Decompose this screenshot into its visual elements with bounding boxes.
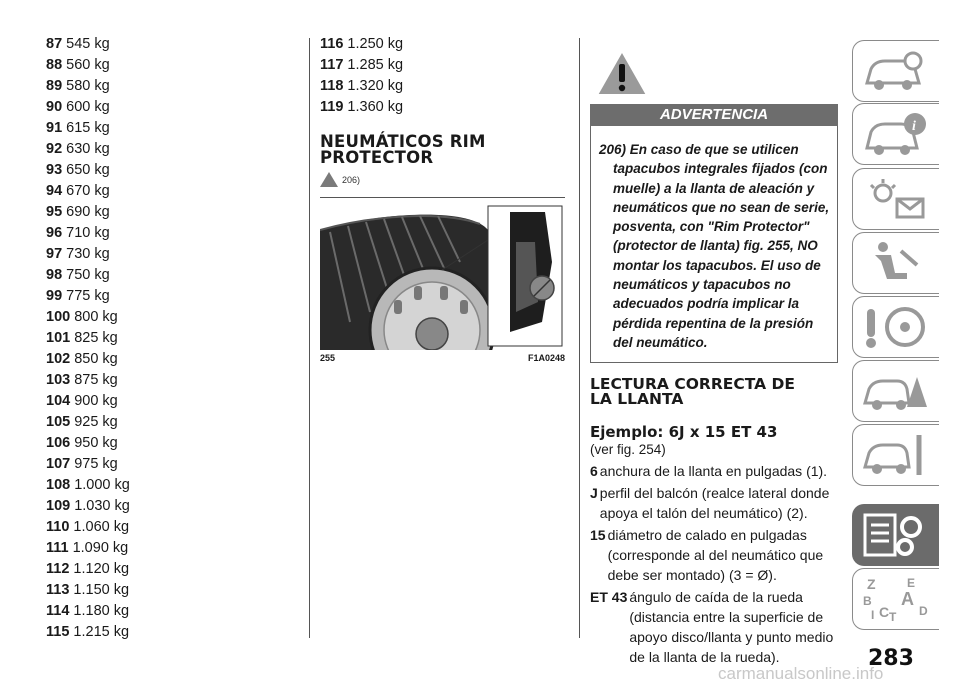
load-weight: 1.060 kg xyxy=(73,519,130,535)
load-weight: 670 kg xyxy=(66,183,110,199)
svg-text:E: E xyxy=(907,576,916,590)
load-weight: 615 kg xyxy=(66,120,110,136)
load-weight: 630 kg xyxy=(66,141,110,157)
load-index: 93 xyxy=(46,162,63,178)
weight-row xyxy=(46,55,296,76)
definition-text: perfil del balcón (realce lateral donde apoya el talón del neumático) (2). xyxy=(599,485,830,522)
rim-protector-heading xyxy=(320,134,570,166)
load-weight: 1.150 kg xyxy=(73,582,130,598)
weight-row xyxy=(46,538,296,559)
weight-row xyxy=(46,139,296,160)
svg-text:I: I xyxy=(871,608,875,622)
weight-row xyxy=(46,223,296,244)
svg-text:T: T xyxy=(889,610,897,623)
figure-caption xyxy=(320,353,565,363)
weight-row xyxy=(46,349,296,370)
weight-row xyxy=(46,496,296,517)
column-2 xyxy=(320,34,570,363)
weight-row xyxy=(46,181,296,202)
sidebar-tab-alphabet-index[interactable] xyxy=(852,568,939,630)
weight-row xyxy=(46,76,296,97)
load-index: 105 xyxy=(46,414,71,430)
definition-item xyxy=(590,587,845,667)
load-weight: 1.120 kg xyxy=(73,561,130,577)
sidebar-tab-warning-lights[interactable] xyxy=(852,168,939,230)
svg-text:D: D xyxy=(919,604,928,618)
weight-row xyxy=(46,286,296,307)
weight-row xyxy=(46,307,296,328)
warning-reference xyxy=(320,172,570,187)
weight-row xyxy=(46,370,296,391)
load-index: 88 xyxy=(46,57,63,73)
definition-term: J xyxy=(590,485,598,502)
load-index: 113 xyxy=(46,582,70,598)
load-weight: 1.285 kg xyxy=(347,57,404,73)
figure-number: 255 xyxy=(320,353,336,363)
definition-term: ET 43 xyxy=(590,589,628,606)
load-weight: 800 kg xyxy=(74,309,118,325)
sidebar-tab-car-info[interactable] xyxy=(852,103,939,165)
weight-row xyxy=(46,580,296,601)
load-weight: 900 kg xyxy=(74,393,118,409)
weight-row xyxy=(46,412,296,433)
load-index: 106 xyxy=(46,435,71,451)
load-weight: 600 kg xyxy=(66,99,110,115)
weight-row xyxy=(46,202,296,223)
load-index: 116 xyxy=(320,36,344,52)
load-weight: 690 kg xyxy=(66,204,110,220)
warning-text: 206) En caso de que se utilicen tapacubos integrales fijados (con muelle) a la llanta de aleación y neumáticos que no sean de serie, posventa, con "Rim Protector" (protector de llanta) fig. 255, NO montar los tapacubos. El uso de neumáticos y tapacubos no adecuados podría implicar la pérdida repentina de la presión del neumático. xyxy=(599,142,830,350)
weight-row xyxy=(46,97,296,118)
lectura-heading xyxy=(590,377,845,407)
load-index: 96 xyxy=(46,225,63,241)
weight-table-col2 xyxy=(320,34,570,118)
load-weight: 1.320 kg xyxy=(347,78,404,94)
load-weight: 710 kg xyxy=(66,225,110,241)
load-index: 107 xyxy=(46,456,71,472)
page-number: 283 xyxy=(868,646,914,671)
weight-row xyxy=(46,118,296,139)
load-index: 97 xyxy=(46,246,63,262)
svg-text:B: B xyxy=(863,594,872,608)
sidebar-tab-technical-data[interactable] xyxy=(852,504,939,566)
load-index: 115 xyxy=(46,624,70,640)
figure-code: F1A0248 xyxy=(527,353,565,363)
load-weight: 1.215 kg xyxy=(73,624,130,640)
load-weight: 875 kg xyxy=(74,372,118,388)
load-index: 104 xyxy=(46,393,71,409)
column-divider xyxy=(309,38,310,638)
load-index: 102 xyxy=(46,351,71,367)
weight-row xyxy=(46,34,296,55)
load-index: 109 xyxy=(46,498,71,514)
definition-text: ángulo de caída de la rueda (distancia entre la superficie de apoyo disco/llanta y punto medio de la llanta de la rueda). xyxy=(629,589,834,666)
sidebar-tab-car-crash[interactable] xyxy=(852,360,939,422)
weight-row xyxy=(46,328,296,349)
load-index: 89 xyxy=(46,78,63,94)
load-weight: 560 kg xyxy=(66,57,110,73)
load-weight: 925 kg xyxy=(74,414,118,430)
column-3 xyxy=(590,34,845,667)
definition-text: diámetro de calado en pulgadas (corresponde al del neumático que debe ser montado) (3 = Ø). xyxy=(607,527,824,584)
load-index: 101 xyxy=(46,330,71,346)
load-weight: 950 kg xyxy=(74,435,118,451)
definition-text: anchura de la llanta en pulgadas (1). xyxy=(599,463,828,480)
load-index: 108 xyxy=(46,477,71,493)
load-index: 112 xyxy=(46,561,70,577)
load-index: 119 xyxy=(320,99,344,115)
load-weight: 545 kg xyxy=(66,36,110,52)
load-index: 92 xyxy=(46,141,63,157)
load-weight: 750 kg xyxy=(66,267,110,283)
definition-item xyxy=(590,483,845,523)
load-weight: 650 kg xyxy=(66,162,110,178)
load-weight: 975 kg xyxy=(74,456,118,472)
heading-line-2: LA LLANTA xyxy=(590,390,684,409)
sidebar-tab-steering-wheel[interactable] xyxy=(852,296,939,358)
weight-table-col1 xyxy=(46,34,296,643)
load-weight: 1.030 kg xyxy=(74,498,130,514)
load-weight: 1.090 kg xyxy=(72,540,129,556)
svg-text:i: i xyxy=(912,119,916,134)
weight-row xyxy=(46,160,296,181)
weight-row xyxy=(320,76,570,97)
load-index: 94 xyxy=(46,183,63,199)
load-weight: 730 kg xyxy=(66,246,110,262)
weight-row xyxy=(46,244,296,265)
load-weight: 1.180 kg xyxy=(73,603,130,619)
definition-item xyxy=(590,525,845,585)
definition-term: 6 xyxy=(590,463,598,480)
load-index: 111 xyxy=(46,540,69,556)
svg-text:Z: Z xyxy=(867,576,876,592)
weight-row xyxy=(46,433,296,454)
weight-row xyxy=(46,559,296,580)
warning-box xyxy=(590,126,838,363)
weight-row xyxy=(46,454,296,475)
warning-ref-number: 206) xyxy=(342,174,361,185)
weight-row xyxy=(46,475,296,496)
figure-top-rule xyxy=(320,197,565,198)
load-weight: 580 kg xyxy=(66,78,110,94)
rim-protector-figure xyxy=(320,202,565,350)
heading-line-1: NEUMÁTICOS RIM xyxy=(320,132,486,151)
sidebar-tab-car-search[interactable] xyxy=(852,40,939,102)
load-index: 87 xyxy=(46,36,63,52)
weight-row xyxy=(320,34,570,55)
load-index: 95 xyxy=(46,204,63,220)
load-index: 117 xyxy=(320,57,344,73)
example-heading: Ejemplo: 6J x 15 ET 43 xyxy=(590,423,778,442)
watermark: carmanualsonline.info xyxy=(718,664,884,683)
weight-row xyxy=(46,391,296,412)
load-index: 91 xyxy=(46,120,63,136)
tire-illustration xyxy=(320,202,565,350)
load-index: 90 xyxy=(46,99,63,115)
load-index: 110 xyxy=(46,519,70,535)
weight-row xyxy=(46,601,296,622)
definition-term: 15 xyxy=(590,527,606,544)
load-index: 103 xyxy=(46,372,71,388)
load-weight: 1.360 kg xyxy=(347,99,404,115)
load-index: 114 xyxy=(46,603,70,619)
warning-triangle-icon xyxy=(320,172,338,187)
column-divider-2 xyxy=(579,38,580,638)
heading-line-2: PROTECTOR xyxy=(320,148,434,167)
sidebar-tab-car-service[interactable] xyxy=(852,424,939,486)
weight-row xyxy=(46,265,296,286)
svg-text:A: A xyxy=(901,589,914,609)
load-weight: 825 kg xyxy=(74,330,118,346)
load-weight: 1.000 kg xyxy=(74,477,130,493)
weight-row xyxy=(320,55,570,76)
sidebar-tab-seat-airbag[interactable] xyxy=(852,232,939,294)
figure-reference: (ver fig. 254) xyxy=(590,442,666,458)
definition-list xyxy=(590,461,845,667)
warning-triangle-icon xyxy=(594,48,650,98)
load-index: 98 xyxy=(46,267,63,283)
load-index: 100 xyxy=(46,309,71,325)
weight-row xyxy=(320,97,570,118)
load-index: 99 xyxy=(46,288,63,304)
load-weight: 1.250 kg xyxy=(347,36,404,52)
definition-item xyxy=(590,461,845,481)
weight-row xyxy=(46,622,296,643)
heading-line-1: LECTURA CORRECTA DE xyxy=(590,375,795,394)
svg-text:C: C xyxy=(879,604,890,620)
load-weight: 850 kg xyxy=(74,351,118,367)
weight-row xyxy=(46,517,296,538)
warning-title-bar: ADVERTENCIA xyxy=(590,104,838,126)
load-weight: 775 kg xyxy=(66,288,110,304)
load-index: 118 xyxy=(320,78,344,94)
